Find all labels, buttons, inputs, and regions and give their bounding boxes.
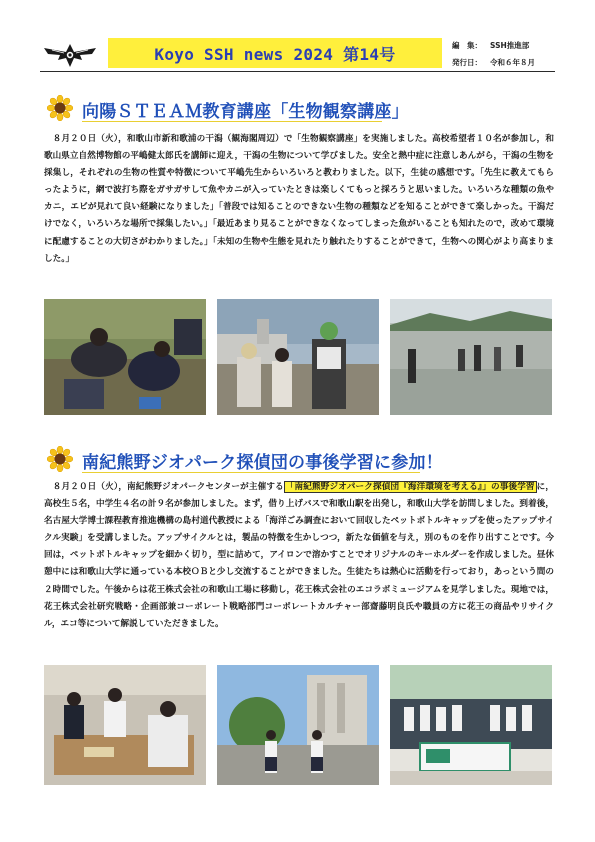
newsletter-title: Koyo SSH news 2024 第14号 bbox=[108, 38, 442, 68]
school-crest-logo-icon bbox=[42, 40, 98, 70]
header-divider bbox=[40, 71, 555, 72]
heading-underline bbox=[82, 121, 382, 122]
kao-eco-lab-museum-group-photo bbox=[390, 665, 552, 785]
section-heading-steam-course: 向陽ＳＴＥＡＭ教育講座「生物観察講座」 bbox=[82, 102, 409, 122]
tidal-flat-observation-photo-2 bbox=[217, 299, 379, 415]
sunflower-icon bbox=[47, 446, 73, 472]
tidal-flat-observation-photo-3 bbox=[390, 299, 552, 415]
issue-date-label: 発行日： bbox=[452, 58, 482, 67]
editor-label: 編 集： bbox=[452, 41, 482, 50]
tidal-flat-observation-photo-1 bbox=[44, 299, 206, 415]
campus-visit-photo bbox=[217, 665, 379, 785]
issue-date-value: 令和６年８月 bbox=[490, 58, 535, 67]
editor-value: SSH推進部 bbox=[490, 41, 530, 50]
highlighted-event-name: 「南紀熊野ジオパーク探偵団『海洋環境を考える』」の事後学習 bbox=[285, 482, 535, 492]
section-body-geopark bbox=[44, 479, 554, 633]
section-heading-geopark: 南紀熊野ジオパーク探偵団の事後学習に参加！ bbox=[82, 453, 443, 473]
editor-line bbox=[452, 40, 529, 51]
issue-date-line bbox=[452, 57, 535, 68]
sunflower-icon bbox=[47, 95, 73, 121]
body-rest: に，高校生５名，中学生４名の計９名が参加しました。まず，借り上げバスで和歌山駅を出発し，和歌山大学を訪問しました。到着後，名古屋大学博士課程教育推進機構の島村道代教授による「海洋ごみ調査において回収したペットボトルキャップを使ったアップサイクル実験」を受講しました。アップサイクルとは，製品の特徴を生かしつつ，新たな価値を与え，別のものを作り出すことです。今回は，ペットボトルキャップを細かく切り，型に詰めて，アイロンで溶かすことでオリジナルのキーホルダーを作成しました。昼休憩中には和歌山大学に通っている本校ＯＢと少し交流することができました。生徒たちは熱心に活動を行っており，あっという間の２時間でした。午後からは花王株式会社の和歌山工場に移動し，花王株式会社のエコラボミュージアムを見学しました。現地では，花王株式会社研究戦略・企画部兼コーポレート戦略部門コーポレートカルチャー部齋藤明良氏や職員の方に花王の商品やリサイクル，エコ等について解説していただきました。 bbox=[44, 482, 555, 629]
upcycling-workshop-photo bbox=[44, 665, 206, 785]
heading-underline bbox=[82, 472, 420, 473]
body-lead: ８月２０日（火），南紀熊野ジオパークセンターが主催する bbox=[44, 482, 284, 492]
section-body-steam-course: ８月２０日（火），和歌山市新和歌浦の干潟（観海閣周辺）で「生物観察講座」を実施しました。高校希望者１０名が参加し，和歌山県立自然博物館の平嶋健太郎氏を講師に迎え，干潟の生物について学びました。安全と熱中症に注意しあんがら，干潟の生物を採集し，それぞれの生物の性質や特徴について平嶋先生からいろいろと教わりました。以下，生徒の感想です。「先生に教えてもらったように，網で波打ち際をガサガサして魚やカニが入っていたときは楽しくてもっと採ろうと思いました。いろいろな種類の魚やカニ，エビが見れて良い経験になりました」「普段では知ることのできない生物の種類などを知ることができて楽しかった。干潟だけでなく，いろいろな場所で採集したい。」「最近あまり見ることができなくなってしまった魚がいることも知れたので，改めて環境に配慮することの大切さがわかりました。」「未知の生物や生態を見れたり触れたりすることができて，生物への関心がより高まりました。」 bbox=[44, 134, 554, 264]
